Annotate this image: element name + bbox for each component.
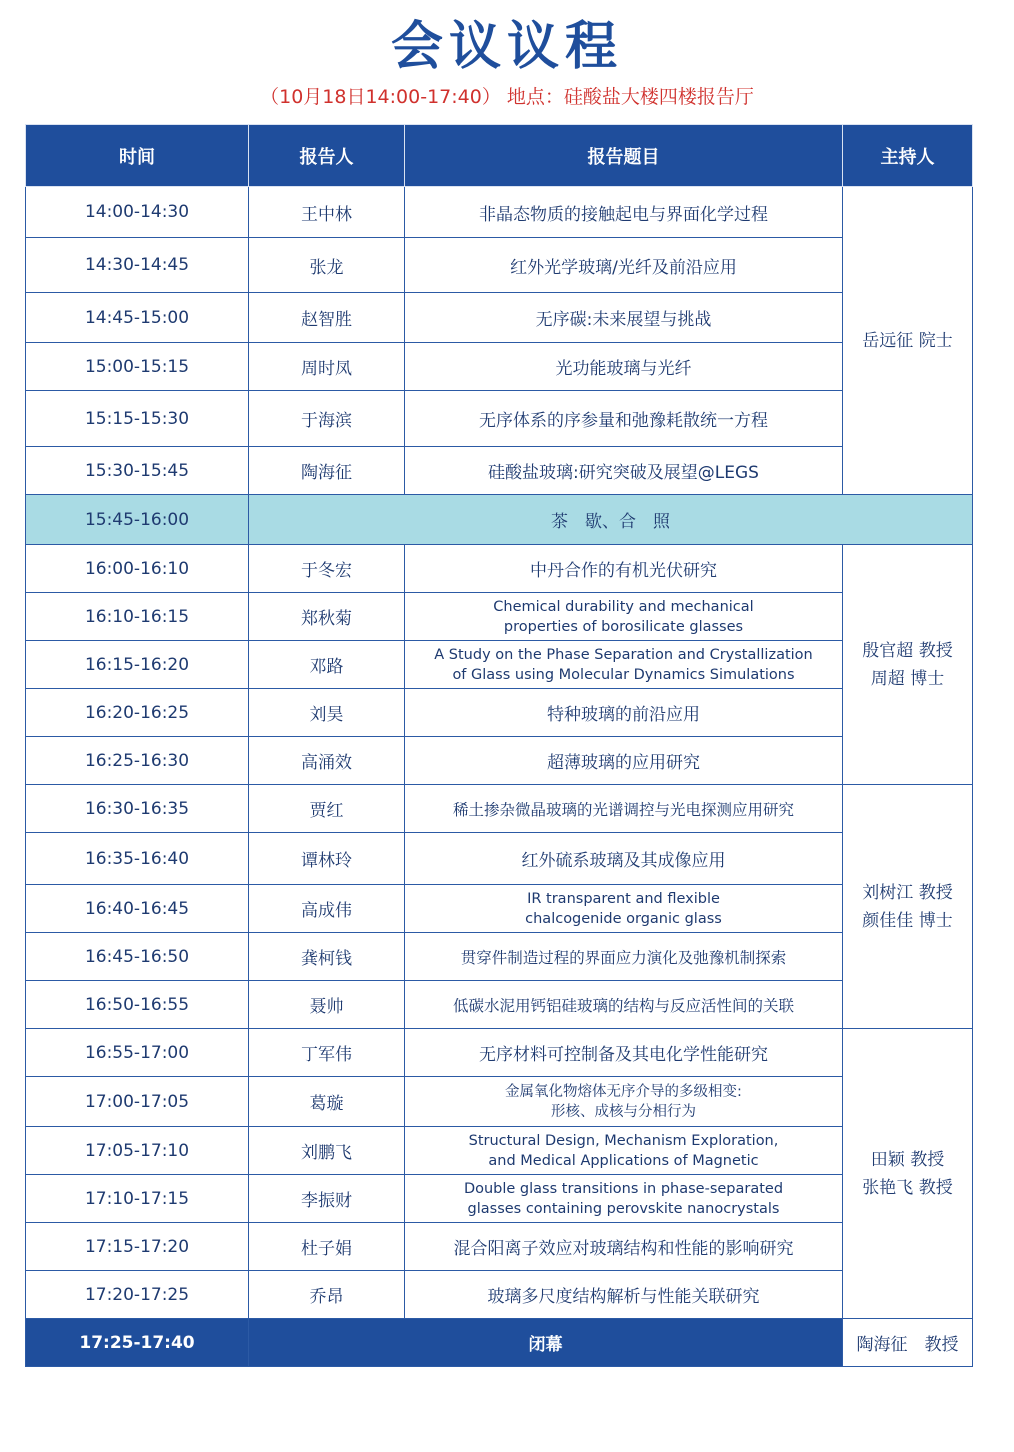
topic-line: Structural Design, Mechanism Exploration, bbox=[468, 1132, 779, 1149]
time-cell: 14:45-15:00 bbox=[26, 293, 249, 343]
topic-line: chalcogenide organic glass bbox=[525, 910, 722, 927]
host-cell bbox=[843, 785, 973, 1029]
host-cell bbox=[843, 1029, 973, 1319]
speaker-cell: 周时凤 bbox=[249, 343, 405, 391]
speaker-cell: 乔昂 bbox=[249, 1271, 405, 1319]
topic-cell: 红外光学玻璃/光纤及前沿应用 bbox=[405, 238, 843, 293]
topic-line: 金属氧化物熔体无序介导的多级相变: bbox=[505, 1083, 742, 1100]
header-row bbox=[26, 125, 973, 187]
page-subtitle: （10月18日14:00-17:40） 地点：硅酸盐大楼四楼报告厅 bbox=[260, 86, 754, 108]
time-cell: 17:25-17:40 bbox=[26, 1319, 249, 1367]
topic-cell: 硅酸盐玻璃:研究突破及展望@LEGS bbox=[405, 447, 843, 495]
time-cell: 16:55-17:00 bbox=[26, 1029, 249, 1077]
host-cell bbox=[843, 187, 973, 495]
table-row bbox=[26, 238, 973, 293]
speaker-cell: 刘鹏飞 bbox=[249, 1127, 405, 1175]
host-line: 殷官超 教授 bbox=[862, 640, 953, 661]
topic-line: 形核、成核与分相行为 bbox=[551, 1103, 696, 1120]
topic-cell: 超薄玻璃的应用研究 bbox=[405, 737, 843, 785]
table-row bbox=[26, 833, 973, 885]
agenda-table bbox=[25, 124, 973, 1367]
topic-line: A Study on the Phase Separation and Crystallization bbox=[434, 646, 813, 663]
speaker-cell: 赵智胜 bbox=[249, 293, 405, 343]
table-row bbox=[26, 343, 973, 391]
time-cell: 16:30-16:35 bbox=[26, 785, 249, 833]
time-cell: 15:00-15:15 bbox=[26, 343, 249, 391]
table-row bbox=[26, 293, 973, 343]
topic-line: and Medical Applications of Magnetic bbox=[488, 1152, 759, 1169]
table-row bbox=[26, 689, 973, 737]
table-row bbox=[26, 981, 973, 1029]
host-line: 刘树江 教授 bbox=[862, 882, 953, 903]
time-cell: 17:05-17:10 bbox=[26, 1127, 249, 1175]
topic-cell bbox=[405, 641, 843, 689]
speaker-cell: 丁军伟 bbox=[249, 1029, 405, 1077]
speaker-cell: 于冬宏 bbox=[249, 545, 405, 593]
time-cell: 17:15-17:20 bbox=[26, 1223, 249, 1271]
topic-cell bbox=[405, 1175, 843, 1223]
break-row bbox=[26, 495, 973, 545]
time-cell: 16:45-16:50 bbox=[26, 933, 249, 981]
topic-line: IR transparent and flexible bbox=[527, 890, 720, 907]
topic-cell: 光功能玻璃与光纤 bbox=[405, 343, 843, 391]
time-cell: 16:25-16:30 bbox=[26, 737, 249, 785]
table-row bbox=[26, 1223, 973, 1271]
table-row bbox=[26, 593, 973, 641]
speaker-cell: 李振财 bbox=[249, 1175, 405, 1223]
table-row bbox=[26, 641, 973, 689]
page-title: 会议议程 bbox=[390, 17, 623, 77]
table-row bbox=[26, 447, 973, 495]
break-label: 茶 歇、合 照 bbox=[249, 495, 973, 545]
header-host: 主持人 bbox=[843, 125, 973, 187]
table-row bbox=[26, 1271, 973, 1319]
topic-cell: 稀土掺杂微晶玻璃的光谱调控与光电探测应用研究 bbox=[405, 785, 843, 833]
topic-cell: 玻璃多尺度结构解析与性能关联研究 bbox=[405, 1271, 843, 1319]
time-cell: 16:40-16:45 bbox=[26, 885, 249, 933]
topic-cell: 混合阳离子效应对玻璃结构和性能的影响研究 bbox=[405, 1223, 843, 1271]
time-cell: 17:00-17:05 bbox=[26, 1077, 249, 1127]
time-cell: 16:35-16:40 bbox=[26, 833, 249, 885]
host-cell: 陶海征 教授 bbox=[843, 1319, 973, 1367]
speaker-cell: 杜子娟 bbox=[249, 1223, 405, 1271]
host-line: 颜佳佳 博士 bbox=[862, 910, 953, 931]
header-topic: 报告题目 bbox=[405, 125, 843, 187]
table-row bbox=[26, 187, 973, 238]
speaker-cell: 龚柯钱 bbox=[249, 933, 405, 981]
table-row bbox=[26, 1127, 973, 1175]
time-cell: 17:20-17:25 bbox=[26, 1271, 249, 1319]
time-cell: 14:00-14:30 bbox=[26, 187, 249, 238]
table-row bbox=[26, 1077, 973, 1127]
topic-line: of Glass using Molecular Dynamics Simulations bbox=[452, 666, 795, 683]
topic-cell: 中丹合作的有机光伏研究 bbox=[405, 545, 843, 593]
host-line: 田颖 教授 bbox=[870, 1149, 945, 1170]
topic-cell bbox=[405, 885, 843, 933]
topic-cell bbox=[405, 593, 843, 641]
table-row bbox=[26, 1029, 973, 1077]
header-speaker: 报告人 bbox=[249, 125, 405, 187]
table-row bbox=[26, 933, 973, 981]
topic-cell: 贯穿件制造过程的界面应力演化及弛豫机制探索 bbox=[405, 933, 843, 981]
time-cell: 16:00-16:10 bbox=[26, 545, 249, 593]
time-cell: 15:45-16:00 bbox=[26, 495, 249, 545]
topic-cell bbox=[405, 1127, 843, 1175]
host-line: 张艳飞 教授 bbox=[862, 1177, 953, 1198]
host-line: 周超 博士 bbox=[870, 668, 945, 689]
speaker-cell: 陶海征 bbox=[249, 447, 405, 495]
speaker-cell: 高涌效 bbox=[249, 737, 405, 785]
speaker-cell: 高成伟 bbox=[249, 885, 405, 933]
topic-line: properties of borosilicate glasses bbox=[503, 618, 744, 635]
host-line: 岳远征 院士 bbox=[862, 330, 953, 351]
table-row bbox=[26, 785, 973, 833]
table-row bbox=[26, 885, 973, 933]
time-cell: 17:10-17:15 bbox=[26, 1175, 249, 1223]
table-row bbox=[26, 1175, 973, 1223]
closing-label: 闭幕 bbox=[249, 1319, 843, 1367]
topic-cell: 非晶态物质的接触起电与界面化学过程 bbox=[405, 187, 843, 238]
speaker-cell: 王中林 bbox=[249, 187, 405, 238]
speaker-cell: 郑秋菊 bbox=[249, 593, 405, 641]
time-cell: 16:50-16:55 bbox=[26, 981, 249, 1029]
time-cell: 16:10-16:15 bbox=[26, 593, 249, 641]
speaker-cell: 邓路 bbox=[249, 641, 405, 689]
closing-row bbox=[26, 1319, 973, 1367]
topic-cell: 无序材料可控制备及其电化学性能研究 bbox=[405, 1029, 843, 1077]
topic-line: Double glass transitions in phase-separated bbox=[463, 1180, 784, 1197]
speaker-cell: 葛璇 bbox=[249, 1077, 405, 1127]
time-cell: 14:30-14:45 bbox=[26, 238, 249, 293]
time-cell: 16:20-16:25 bbox=[26, 689, 249, 737]
topic-line: glasses containing perovskite nanocrystals bbox=[467, 1200, 780, 1217]
time-cell: 15:15-15:30 bbox=[26, 391, 249, 447]
topic-cell: 红外硫系玻璃及其成像应用 bbox=[405, 833, 843, 885]
header-time: 时间 bbox=[26, 125, 249, 187]
topic-cell: 低碳水泥用钙铝硅玻璃的结构与反应活性间的关联 bbox=[405, 981, 843, 1029]
table-row bbox=[26, 391, 973, 447]
topic-cell: 特种玻璃的前沿应用 bbox=[405, 689, 843, 737]
time-cell: 16:15-16:20 bbox=[26, 641, 249, 689]
speaker-cell: 刘昊 bbox=[249, 689, 405, 737]
speaker-cell: 贾红 bbox=[249, 785, 405, 833]
speaker-cell: 张龙 bbox=[249, 238, 405, 293]
topic-cell bbox=[405, 1077, 843, 1127]
topic-cell: 无序体系的序参量和弛豫耗散统一方程 bbox=[405, 391, 843, 447]
topic-line: Chemical durability and mechanical bbox=[493, 598, 754, 615]
speaker-cell: 聂帅 bbox=[249, 981, 405, 1029]
table-row bbox=[26, 545, 973, 593]
time-cell: 15:30-15:45 bbox=[26, 447, 249, 495]
speaker-cell: 谭林玲 bbox=[249, 833, 405, 885]
speaker-cell: 于海滨 bbox=[249, 391, 405, 447]
host-cell bbox=[843, 545, 973, 785]
topic-cell: 无序碳:未来展望与挑战 bbox=[405, 293, 843, 343]
table-row bbox=[26, 737, 973, 785]
